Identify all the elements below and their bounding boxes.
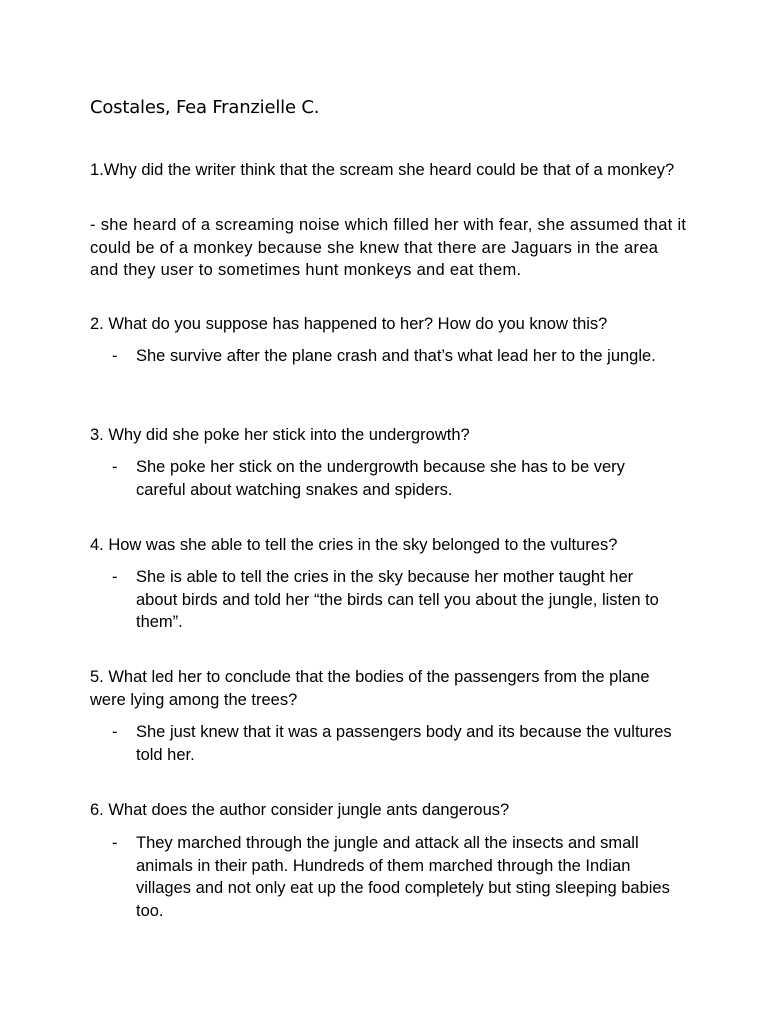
question-1: 1.Why did the writer think that the scream she heard could be that of a monkey? bbox=[90, 161, 675, 179]
answer-4-text: She is able to tell the cries in the sky because her mother taught her about birds and told her “the birds can tell you about the jungle, listen to them”. bbox=[136, 568, 659, 631]
answer-6-text: They marched through the jungle and attack all the insects and small animals in their path. Hundreds of them marched through the Indian villages and not only eat up the food completely but sting sleeping babies too. bbox=[136, 834, 670, 920]
question-3: 3. Why did she poke her stick into the undergrowth? bbox=[90, 426, 470, 444]
answer-1-text: she heard of a screaming noise which filled her with fear, she assumed that it could be of a monkey because she knew that there are Jaguars in the area and they user to sometimes hunt monkeys and eat them. bbox=[90, 216, 687, 279]
answer-3 bbox=[112, 456, 672, 501]
answer-5-text: She just knew that it was a passengers body and its because the vultures told her. bbox=[136, 723, 672, 764]
question-2: 2. What do you suppose has happened to her? How do you know this? bbox=[90, 315, 608, 333]
answer-1-dash: - bbox=[90, 216, 101, 234]
answer-5 bbox=[112, 721, 672, 766]
question-5: 5. What led her to conclude that the bodies of the passengers from the plane were lying among the trees? bbox=[90, 668, 650, 709]
answer-3-dash: - bbox=[112, 458, 118, 476]
answer-6 bbox=[112, 832, 672, 922]
answer-4 bbox=[112, 566, 672, 634]
answer-5-dash: - bbox=[112, 723, 118, 741]
answer-3-text: She poke her stick on the undergrowth because she has to be very careful about watching snakes and spiders. bbox=[136, 458, 625, 499]
question-6: 6. What does the author consider jungle ants dangerous? bbox=[90, 801, 510, 819]
answer-2-dash: - bbox=[112, 347, 118, 365]
answer-2-text: She survive after the plane crash and that’s what lead her to the jungle. bbox=[136, 347, 656, 365]
question-4: 4. How was she able to tell the cries in the sky belonged to the vultures? bbox=[90, 536, 618, 554]
author-name: Costales, Fea Franzielle C. bbox=[90, 97, 320, 118]
answer-4-dash: - bbox=[112, 568, 118, 586]
answer-2 bbox=[112, 345, 672, 368]
answer-1 bbox=[90, 214, 690, 282]
answer-6-dash: - bbox=[112, 834, 118, 852]
